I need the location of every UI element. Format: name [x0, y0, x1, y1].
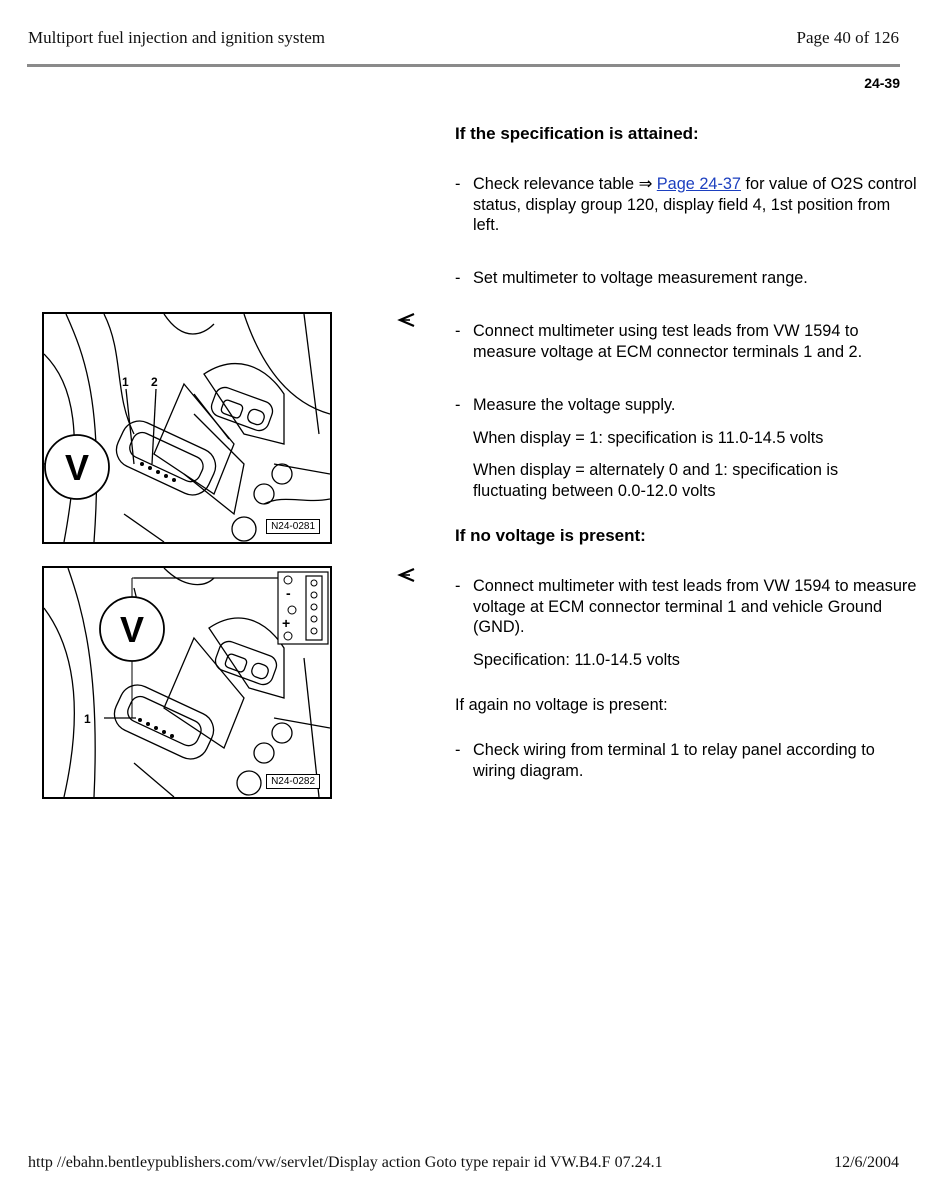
- document-title: Multiport fuel injection and ignition system: [28, 28, 325, 47]
- header-divider: [27, 64, 900, 67]
- bullet-dash: -: [455, 322, 461, 340]
- step-text: Connect multimeter with test leads from VW 1594 to measure voltage at ECM connector terminal 1 and vehicle Ground (GND).: [473, 577, 917, 636]
- step-connect-multimeter: [455, 321, 918, 362]
- bullet-dash: -: [455, 396, 461, 414]
- bullet-dash: -: [455, 577, 461, 595]
- voltmeter-symbol: V: [119, 609, 145, 650]
- section-number: 24-39: [864, 75, 900, 91]
- pointer-arrow-icon: [397, 567, 417, 583]
- step-check-wiring: [455, 740, 918, 781]
- footer-date: 12/6/2004: [834, 1154, 899, 1171]
- page-footer: [28, 1154, 899, 1172]
- figure-label: N24-0281: [266, 519, 320, 534]
- callout-1: 1: [84, 712, 91, 726]
- page-link[interactable]: Page 24-37: [656, 175, 741, 193]
- step-check-relevance: [455, 174, 918, 236]
- minus-sign: -: [286, 585, 291, 601]
- pointer-arrow-icon: [397, 312, 417, 328]
- callout-2: 2: [151, 375, 158, 389]
- step-measure-voltage: [455, 395, 918, 416]
- again-no-voltage-text: If again no voltage is present:: [455, 696, 668, 714]
- ecm-connector-illustration: [44, 314, 330, 542]
- spec-ground: Specification: 11.0-14.5 volts: [473, 651, 680, 669]
- ecm-ground-illustration: [44, 568, 330, 797]
- voltmeter-symbol: V: [64, 447, 90, 488]
- plus-sign: +: [282, 615, 291, 631]
- step-text: Check relevance table ⇒: [473, 175, 657, 193]
- step-text: Measure the voltage supply.: [473, 396, 676, 414]
- bullet-dash: -: [455, 269, 461, 287]
- heading-no-voltage: If no voltage is present:: [455, 526, 646, 545]
- bullet-dash: -: [455, 175, 461, 193]
- figure-ecm-terminal-ground: [42, 566, 332, 799]
- footer-url: http //ebahn.bentleypublishers.com/vw/servlet/Display action Goto type repair id VW.B4.F 07.24.1: [28, 1154, 663, 1171]
- heading-spec-attained: If the specification is attained:: [455, 124, 699, 143]
- callout-1: 1: [122, 375, 129, 389]
- step-text: Set multimeter to voltage measurement range.: [473, 269, 808, 287]
- spec-display-alternate: When display = alternately 0 and 1: specification is fluctuating between 0.0-12.0 volts: [473, 461, 839, 500]
- step-text: for value of O2S control status, display group 120, display field 4, 1st position from left.: [473, 175, 917, 234]
- page-number: Page 40 of 126: [796, 28, 899, 47]
- step-set-multimeter: [455, 268, 918, 289]
- step-text: Connect multimeter using test leads from VW 1594 to measure voltage at ECM connector terminals 1 and 2.: [473, 322, 863, 361]
- step-connect-ground: [455, 576, 918, 638]
- bullet-dash: -: [455, 741, 461, 759]
- figure-label: N24-0282: [266, 774, 320, 789]
- step-text: Check wiring from terminal 1 to relay panel according to wiring diagram.: [473, 741, 875, 780]
- figure-ecm-connector-terminals: [42, 312, 332, 544]
- spec-display-1: When display = 1: specification is 11.0-14.5 volts: [473, 429, 824, 447]
